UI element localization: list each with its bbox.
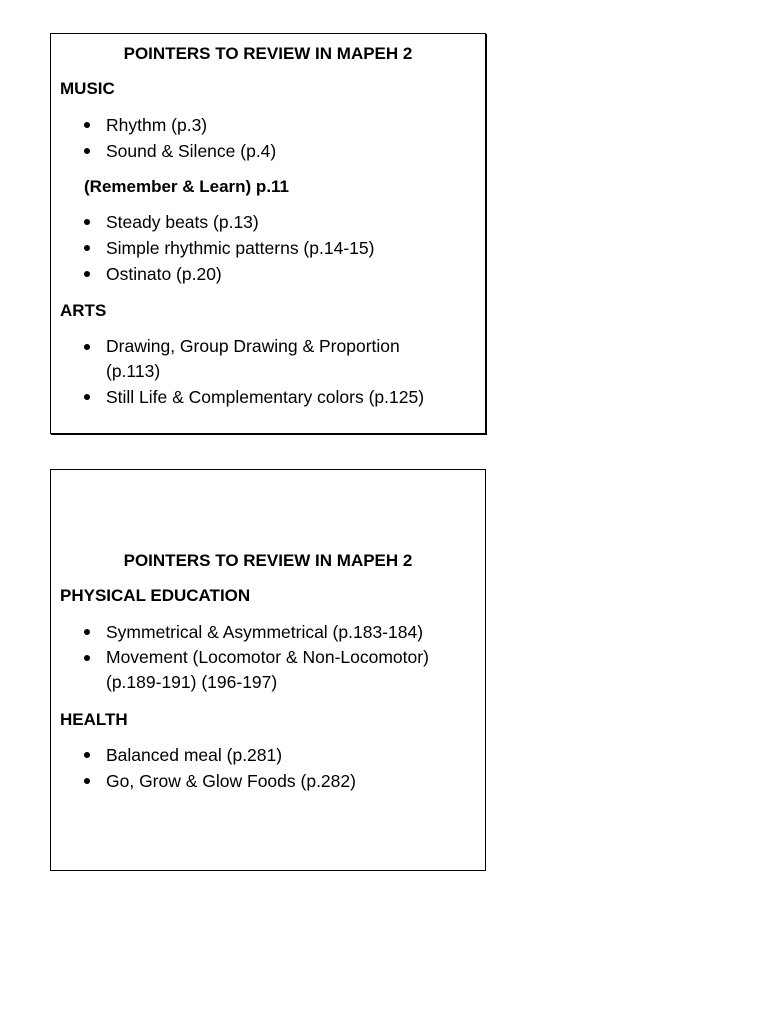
bullet-icon (84, 245, 90, 251)
health-list (51, 742, 485, 794)
bullet-icon (84, 271, 90, 277)
section-heading-health: HEALTH (60, 710, 128, 729)
section-heading-arts: ARTS (60, 301, 107, 320)
section-subheading-remember-learn: (Remember & Learn) p.11 (84, 177, 290, 196)
list-item: Simple rhythmic patterns (p.14-15) (51, 235, 485, 261)
card-title: POINTERS TO REVIEW IN MAPEH 2 (123, 44, 413, 63)
bullet-icon (84, 655, 90, 661)
list-item: Ostinato (p.20) (51, 261, 485, 287)
music-list (51, 112, 485, 164)
list-item: Go, Grow & Glow Foods (p.282) (51, 768, 485, 794)
list-item: Sound & Silence (p.4) (51, 138, 485, 164)
card-title: POINTERS TO REVIEW IN MAPEH 2 (123, 551, 413, 570)
section-heading-music: MUSIC (60, 79, 115, 98)
list-item: Symmetrical & Asymmetrical (p.183-184) (51, 619, 485, 645)
list-item: Steady beats (p.13) (51, 209, 485, 235)
list-item: Balanced meal (p.281) (51, 742, 485, 768)
bullet-icon (84, 219, 90, 225)
bullet-icon (84, 122, 90, 128)
review-card-pe-health (50, 469, 486, 871)
list-item: Rhythm (p.3) (51, 112, 485, 138)
arts-list (51, 334, 485, 410)
bullet-icon (84, 148, 90, 154)
list-item: Movement (Locomotor & Non-Locomotor) (p.189-191) (196-197) (51, 645, 485, 695)
pe-list (51, 619, 485, 695)
bullet-icon (84, 778, 90, 784)
list-item: Drawing, Group Drawing & Proportion (p.113) (51, 334, 485, 384)
bullet-icon (84, 394, 90, 400)
bullet-icon (84, 752, 90, 758)
review-card-music-arts (50, 33, 486, 434)
remember-list (51, 209, 485, 287)
bullet-icon (84, 629, 90, 635)
bullet-icon (84, 344, 90, 350)
section-heading-physical-education: PHYSICAL EDUCATION (60, 586, 251, 605)
list-item: Still Life & Complementary colors (p.125) (51, 384, 485, 410)
